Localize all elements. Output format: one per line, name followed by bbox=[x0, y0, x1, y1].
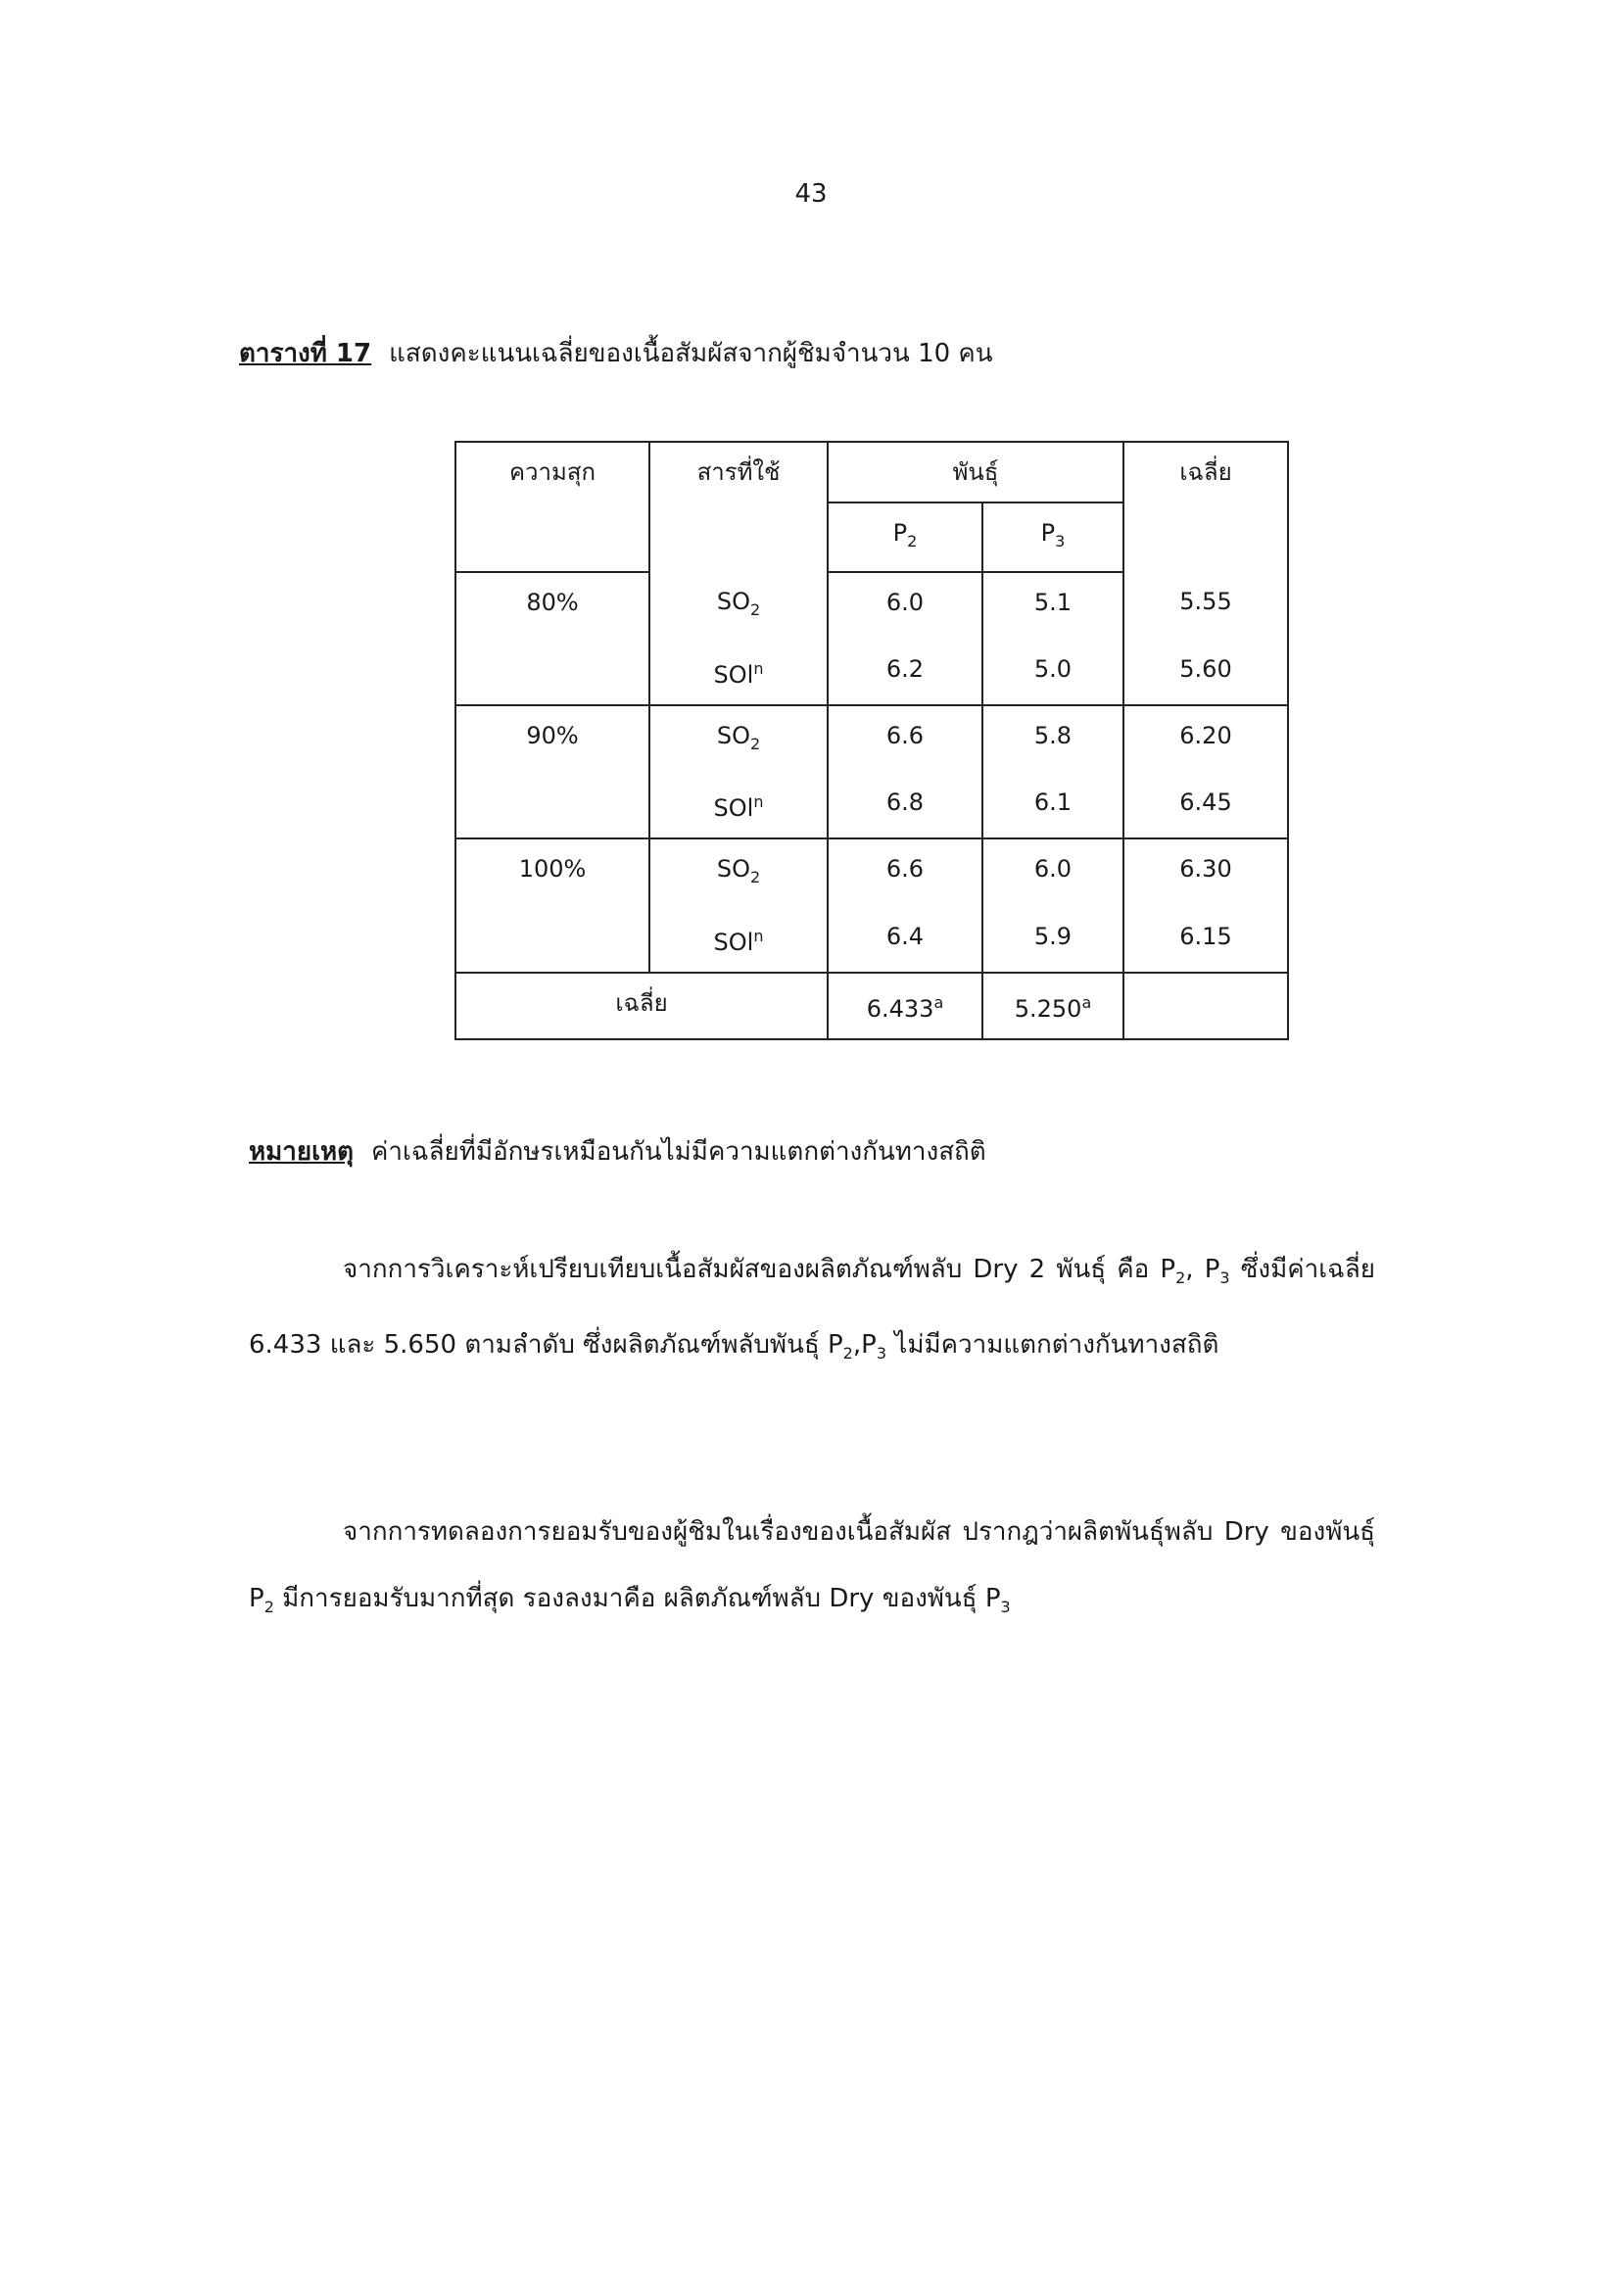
caption-label: ตารางที่ 17 bbox=[239, 339, 372, 368]
substance-cell bbox=[649, 572, 828, 640]
p2-cell: 6.6 bbox=[828, 838, 982, 907]
avg-cell: 6.20 bbox=[1123, 705, 1288, 774]
p2-sub-b: 2 bbox=[263, 1598, 274, 1617]
p1-text-i: ไม่มีความแตกต่างกันทางสถิติ bbox=[886, 1330, 1219, 1361]
substance-text: SOl bbox=[713, 929, 754, 957]
table-row bbox=[455, 572, 1288, 640]
note-label: หมายเหตุ bbox=[249, 1137, 355, 1167]
header-p3-letter: P bbox=[1040, 519, 1056, 547]
caption-text: แสดงคะแนนเฉลี่ยของเนื้อสัมผัสจากผู้ชิมจำนวน 10 คน bbox=[389, 339, 993, 368]
p2-cell: 6.2 bbox=[828, 640, 982, 705]
header-p2-sub: 2 bbox=[907, 531, 918, 550]
paragraph-2 bbox=[249, 1499, 1375, 1641]
p3-cell: 5.1 bbox=[982, 572, 1123, 640]
header-p3 bbox=[982, 502, 1123, 572]
avg-cell: 6.45 bbox=[1123, 773, 1288, 838]
p1-text-g: ,P bbox=[852, 1330, 877, 1361]
p3-cell: 5.9 bbox=[982, 907, 1123, 973]
p1-sub-h: 3 bbox=[876, 1344, 886, 1363]
p1-sub-b: 2 bbox=[1175, 1268, 1186, 1288]
header-variety: พันธุ์ bbox=[828, 442, 1123, 502]
substance-sup: n bbox=[753, 927, 764, 946]
substance-cell bbox=[649, 705, 828, 774]
substance-text: SO bbox=[716, 721, 750, 749]
table-row bbox=[455, 705, 1288, 774]
p3-cell: 5.0 bbox=[982, 640, 1123, 705]
header-p2-letter: P bbox=[892, 519, 908, 547]
substance-cell bbox=[649, 773, 828, 838]
footer-avg bbox=[1123, 973, 1288, 1039]
footer-p3-sup: a bbox=[1081, 993, 1092, 1013]
substance-cell bbox=[649, 907, 828, 973]
p1-text-a: จากการวิเคราะห์เปรียบเทียบเนื้อสัมผัสของผลิตภัณฑ์พลับ Dry 2 พันธุ์ คือ P bbox=[343, 1255, 1176, 1284]
p2-text-c: มีการยอมรับมากที่สุด รองลงมาคือ ผลิตภัณฑ์พลับ Dry ของพันธุ์ P bbox=[273, 1584, 1001, 1613]
substance-sup: n bbox=[753, 658, 764, 678]
p1-text-c: , P bbox=[1185, 1255, 1220, 1284]
p3-cell: 6.0 bbox=[982, 838, 1123, 907]
substance-sub: 2 bbox=[749, 868, 761, 887]
substance-cell bbox=[649, 838, 828, 907]
texture-score-table bbox=[454, 441, 1289, 1040]
header-ripeness: ความสุก bbox=[455, 442, 649, 572]
note-text: ค่าเฉลี่ยที่มีอักษรเหมือนกันไม่มีความแตกต่างกันทางสถิติ bbox=[371, 1137, 986, 1167]
ripeness-cell: 90% bbox=[455, 705, 649, 839]
note bbox=[249, 1131, 986, 1172]
p2-cell: 6.6 bbox=[828, 705, 982, 774]
substance-text: SOl bbox=[713, 794, 754, 823]
substance-sub: 2 bbox=[749, 734, 761, 753]
substance-sup: n bbox=[753, 792, 764, 812]
table-footer-row bbox=[455, 973, 1288, 1039]
footer-p3-value: 5.250 bbox=[1014, 995, 1082, 1024]
footer-p3 bbox=[982, 973, 1123, 1039]
header-average: เฉลี่ย bbox=[1123, 442, 1288, 572]
p3-cell: 5.8 bbox=[982, 705, 1123, 774]
paragraph-1 bbox=[249, 1236, 1375, 1387]
substance-text: SO bbox=[716, 587, 750, 615]
substance-sub: 2 bbox=[749, 599, 761, 619]
ripeness-cell: 100% bbox=[455, 838, 649, 973]
avg-cell: 5.55 bbox=[1123, 572, 1288, 640]
substance-text: SOl bbox=[713, 660, 754, 689]
substance-text: SO bbox=[716, 855, 750, 884]
p2-cell: 6.4 bbox=[828, 907, 982, 973]
p2-sub-d: 3 bbox=[1000, 1598, 1011, 1617]
avg-cell: 5.60 bbox=[1123, 640, 1288, 705]
footer-p2 bbox=[828, 973, 982, 1039]
footer-label: เฉลี่ย bbox=[455, 973, 828, 1039]
header-p2 bbox=[828, 502, 982, 572]
substance-cell bbox=[649, 640, 828, 705]
avg-cell: 6.15 bbox=[1123, 907, 1288, 973]
p1-text-e: ซึ่งมีค่าเฉลี่ย 6.433 และ 5.650 ตามลำดับ ซึ่งผลิตภัณฑ์พลับพันธุ์ P bbox=[249, 1255, 1375, 1361]
footer-p2-sup: a bbox=[933, 993, 944, 1013]
footer-p2-value: 6.433 bbox=[866, 995, 934, 1024]
table-caption bbox=[239, 333, 993, 373]
header-p3-sub: 3 bbox=[1055, 531, 1066, 550]
p3-cell: 6.1 bbox=[982, 773, 1123, 838]
p1-sub-d: 3 bbox=[1219, 1268, 1230, 1288]
ripeness-cell: 80% bbox=[455, 572, 649, 705]
page-number: 43 bbox=[794, 179, 828, 209]
avg-cell: 6.30 bbox=[1123, 838, 1288, 907]
p2-text-a: จากการทดลองการยอมรับของผู้ชิมในเรื่องของเนื้อสัมผัส ปรากฎว่าผลิตพันธุ์พลับ Dry ของพันธุ์ P bbox=[249, 1517, 1375, 1613]
table-row bbox=[455, 838, 1288, 907]
p1-sub-f: 2 bbox=[842, 1344, 853, 1363]
p2-cell: 6.0 bbox=[828, 572, 982, 640]
p2-cell: 6.8 bbox=[828, 773, 982, 838]
header-substance: สารที่ใช้ bbox=[649, 442, 828, 572]
